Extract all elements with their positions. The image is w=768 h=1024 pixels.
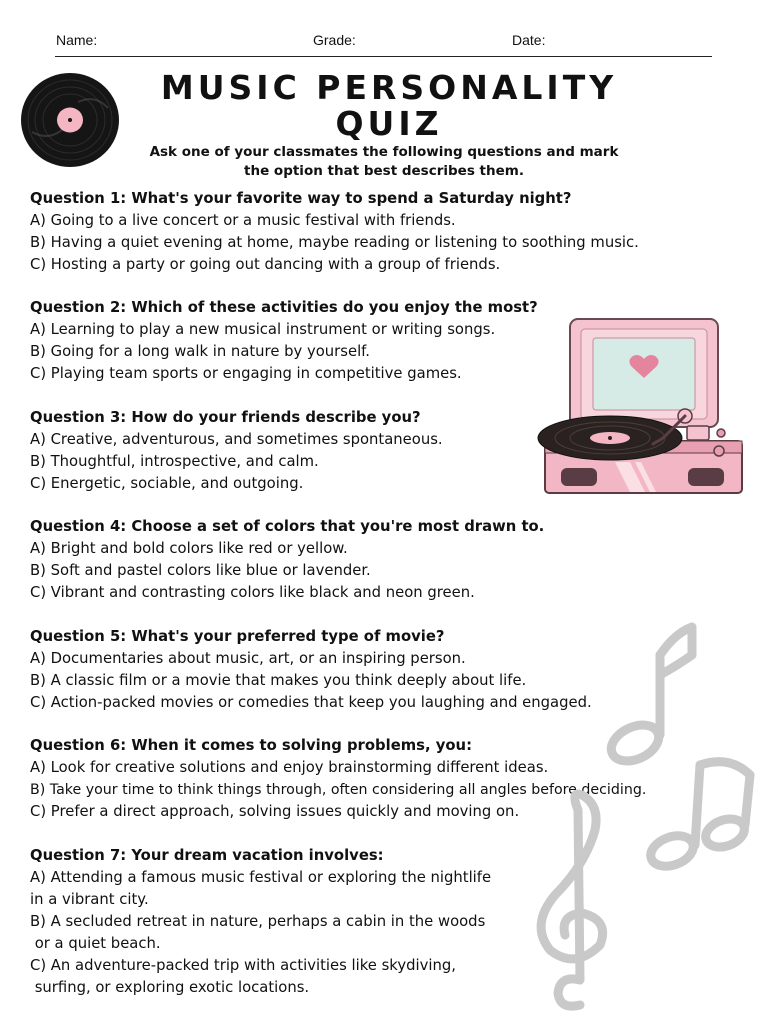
option-a-line2: in a vibrant city. [30,891,149,908]
instructions-line1: Ask one of your classmates the following questions and mark [149,144,619,160]
option-c: C) Playing team sports or engaging in competitive games. [30,365,462,382]
option-a: A) Learning to play a new musical instrument or writing songs. [30,321,496,338]
option-a: A) Bright and bold colors like red or yellow. [30,540,348,557]
question-block-7 [30,845,491,999]
question-text: Question 1: What's your favorite way to spend a Saturday night? [30,190,572,207]
question-text: Question 4: Choose a set of colors that you're most drawn to. [30,518,545,535]
question-text: Question 5: What's your preferred type of movie? [30,628,445,645]
instructions-line2: the option that best describes them. [244,163,524,179]
question-text: Question 3: How do your friends describe you? [30,409,421,426]
option-a: A) Look for creative solutions and enjoy brainstorming different ideas. [30,759,549,776]
page-title-line1: MUSIC PERSONALITY [160,68,618,107]
option-c-line2: surfing, or exploring exotic locations. [30,979,310,996]
question-block-2 [30,297,538,385]
option-c: C) Action-packed movies or comedies that keep you laughing and engaged. [30,694,592,711]
page-title-line2: QUIZ [335,104,443,143]
instructions [120,143,648,181]
question-block-3 [30,407,443,495]
question-block-5 [30,626,592,714]
option-c: C) Prefer a direct approach, solving issues quickly and moving on. [30,803,520,820]
option-a: A) Creative, adventurous, and sometimes spontaneous. [30,431,443,448]
option-a-line1: A) Attending a famous music festival or exploring the nightlife [30,869,492,886]
grade-label: Grade: [313,32,356,48]
option-b: B) Soft and pastel colors like blue or lavender. [30,562,371,579]
option-c: C) Energetic, sociable, and outgoing. [30,475,304,492]
question-text: Question 2: Which of these activities do you enjoy the most? [30,299,538,316]
option-b: B) Take your time to think things through, often considering all angles before deciding. [30,782,647,798]
option-b: B) Having a quiet evening at home, maybe reading or listening to soothing music. [30,234,639,251]
option-a: A) Documentaries about music, art, or an inspiring person. [30,650,466,667]
music-notes-icon [520,615,760,1020]
question-block-4 [30,516,544,604]
question-block-1 [30,188,639,276]
option-b-line1: B) A secluded retreat in nature, perhaps a cabin in the woods [30,913,486,930]
question-text: Question 7: Your dream vacation involves: [30,847,384,864]
option-b-line2: or a quiet beach. [30,935,161,952]
header-underline [55,56,712,57]
option-b: B) Thoughtful, introspective, and calm. [30,453,319,470]
option-a: A) Going to a live concert or a music festival with friends. [30,212,456,229]
option-b: B) A classic film or a movie that makes you think deeply about life. [30,672,527,689]
name-label: Name: [56,32,98,48]
option-c: C) Vibrant and contrasting colors like black and neon green. [30,584,475,601]
option-c: C) Hosting a party or going out dancing with a group of friends. [30,256,501,273]
option-b: B) Going for a long walk in nature by yourself. [30,343,371,360]
date-label: Date: [512,32,546,48]
question-text: Question 6: When it comes to solving problems, you: [30,737,472,754]
option-c-line1: C) An adventure-packed trip with activities like skydiving, [30,957,456,974]
record-player-icon [535,316,745,498]
